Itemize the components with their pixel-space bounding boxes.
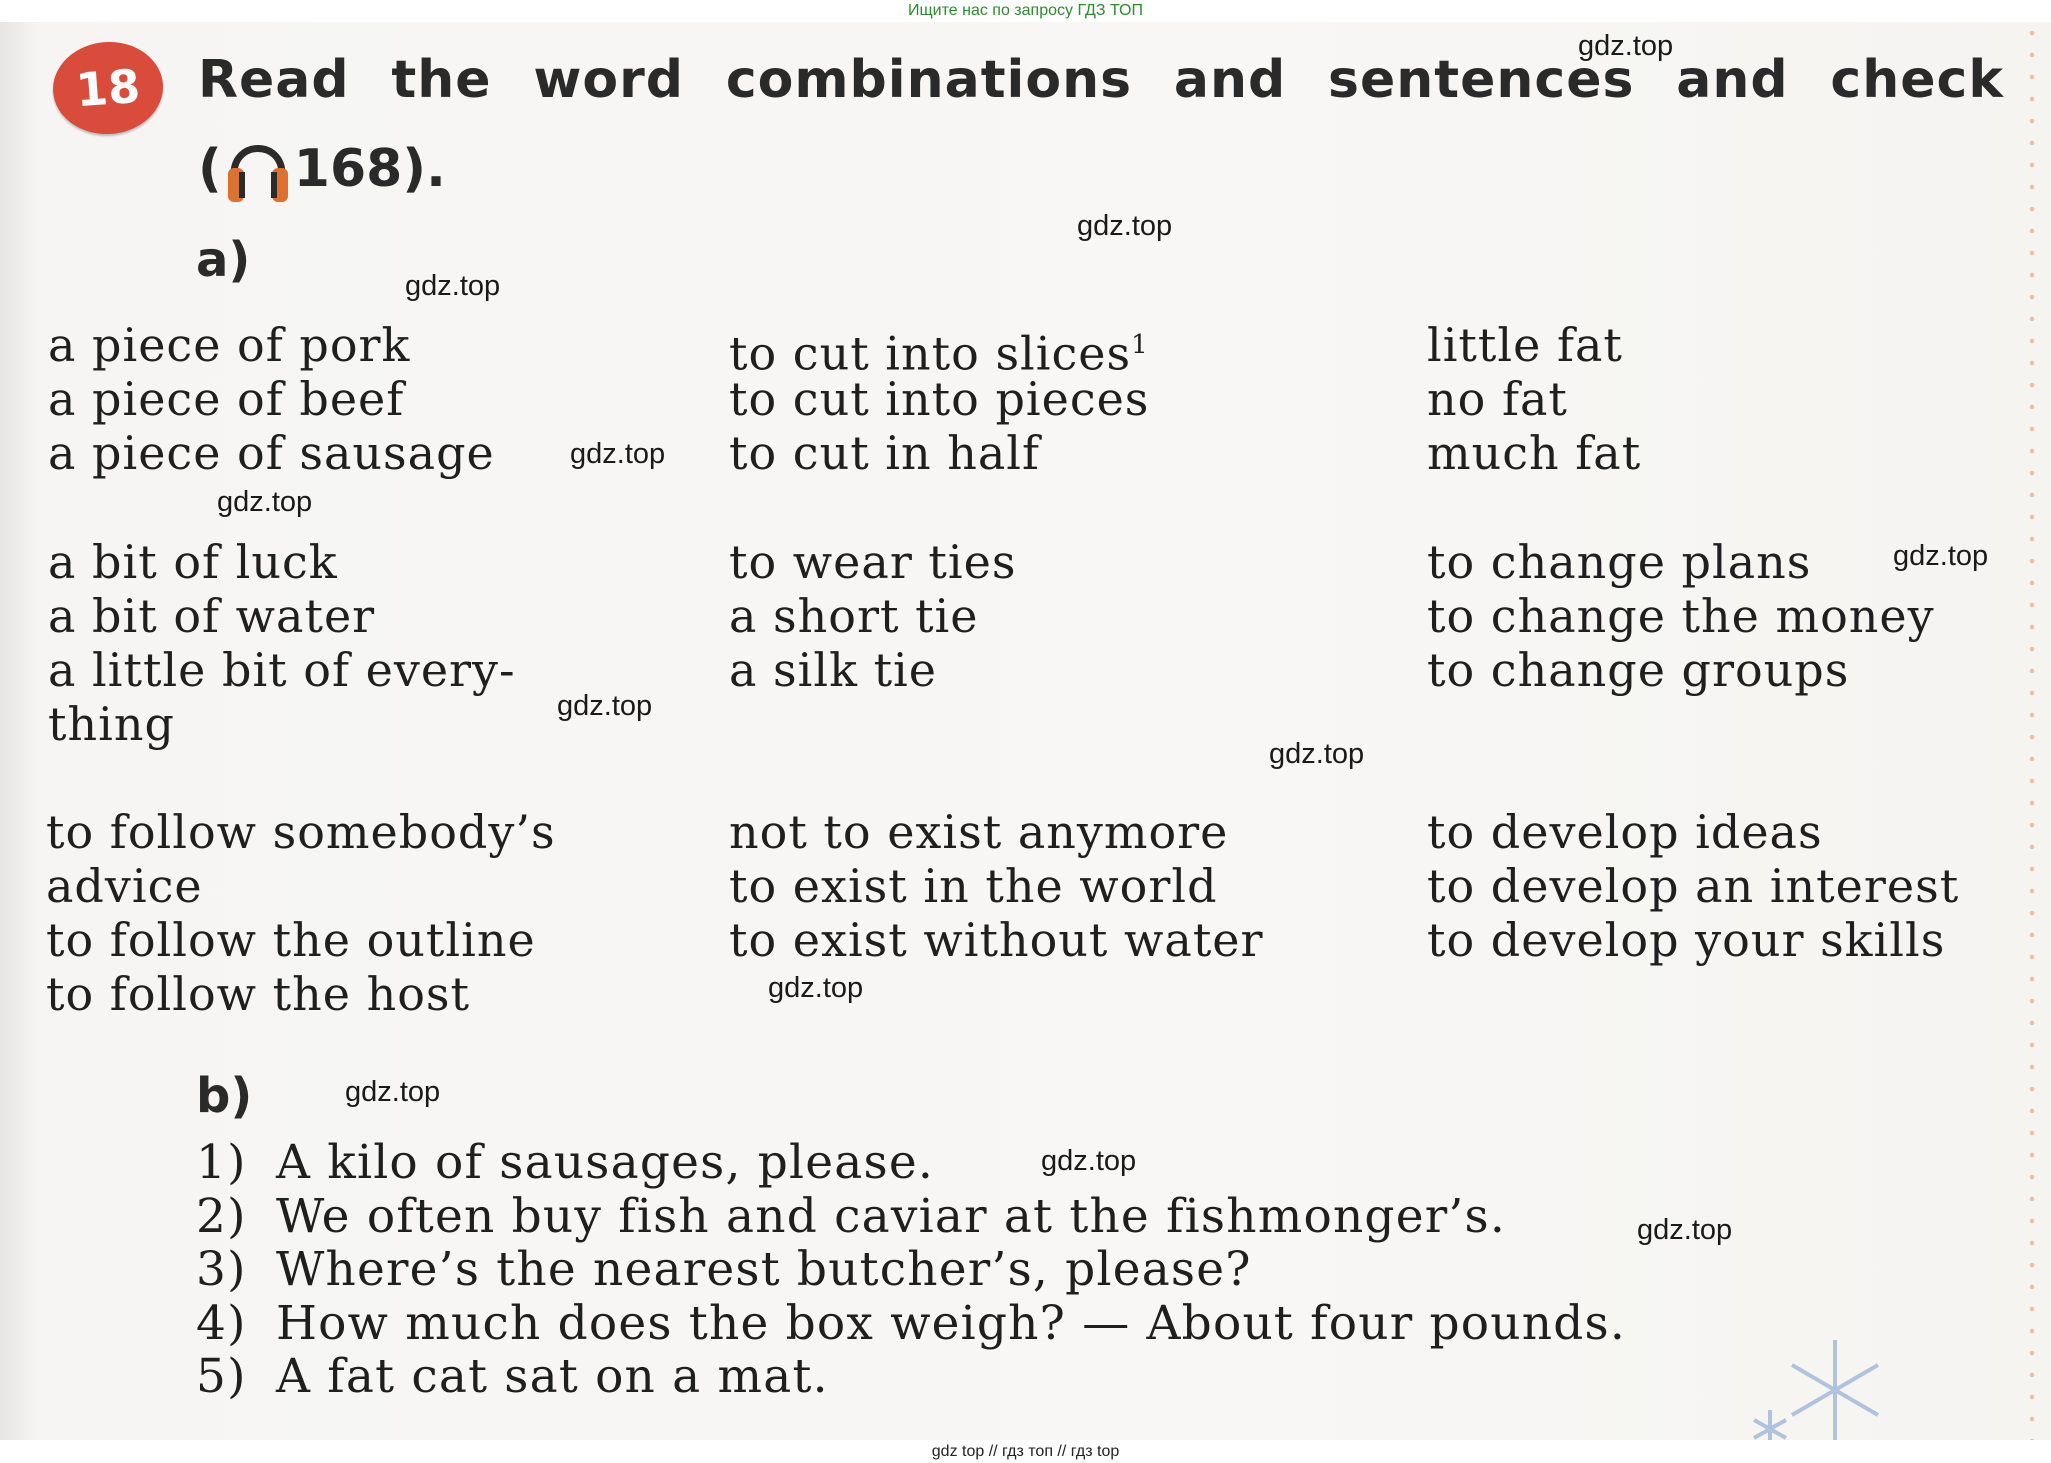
group2-col3 bbox=[1427, 535, 1935, 697]
list-item bbox=[196, 1297, 1626, 1351]
word-combination: to develop ideas bbox=[1427, 805, 1823, 859]
word-combination: to change plans bbox=[1427, 535, 1812, 589]
word-combination: a bit of luck bbox=[48, 535, 338, 589]
word-combination: much fat bbox=[1427, 426, 1642, 480]
word-combination: thing bbox=[48, 697, 175, 751]
exercise-heading bbox=[198, 50, 2004, 110]
list-item bbox=[196, 1350, 1626, 1404]
heading-word: sentences bbox=[1328, 50, 1635, 110]
part-b-label: b) bbox=[196, 1068, 253, 1124]
heading-word: Read bbox=[198, 50, 350, 110]
watermark: gdz.top bbox=[217, 486, 313, 518]
word-combination: not to exist anymore bbox=[729, 805, 1229, 859]
group3-col2 bbox=[729, 805, 1264, 967]
word-combination: to change groups bbox=[1427, 643, 1850, 697]
word-combination: to exist in the world bbox=[729, 859, 1218, 913]
watermark: gdz.top bbox=[345, 1076, 441, 1108]
list-item bbox=[196, 1243, 1626, 1297]
exercise-number-badge: 18 bbox=[50, 38, 166, 137]
watermark: gdz.top bbox=[557, 690, 653, 722]
list-item bbox=[196, 1136, 1626, 1190]
top-banner: Ищите нас по запросу ГДЗ ТОП bbox=[0, 0, 2051, 22]
word-combination: to follow the host bbox=[46, 967, 471, 1021]
word-combination: a little bit of every- bbox=[48, 643, 516, 697]
word-combination: to change the money bbox=[1427, 589, 1935, 643]
watermark: gdz.top bbox=[1637, 1214, 1733, 1246]
list-item bbox=[196, 1190, 1626, 1244]
audio-reference bbox=[198, 128, 446, 210]
word-combination bbox=[729, 318, 1149, 381]
sentence-text: How much does the box weigh? — About four pounds. bbox=[276, 1295, 1626, 1351]
watermark: gdz.top bbox=[405, 270, 501, 302]
headphones-icon bbox=[222, 128, 294, 210]
track-number: 168). bbox=[293, 139, 446, 199]
group3-col1 bbox=[46, 805, 556, 1021]
watermark: gdz.top bbox=[1893, 540, 1989, 572]
watermark: gdz.top bbox=[768, 972, 864, 1004]
word-combination: to follow somebody’s bbox=[46, 805, 556, 859]
heading-word: and bbox=[1676, 50, 1789, 110]
word-combination: a piece of pork bbox=[48, 318, 411, 372]
snowflake-icon bbox=[1740, 1330, 1880, 1450]
word-combination: a bit of water bbox=[48, 589, 376, 643]
group2-col2 bbox=[729, 535, 1016, 697]
page-edge-dots bbox=[2021, 22, 2051, 1440]
word-combination: a piece of sausage bbox=[48, 426, 495, 480]
heading-word: combinations bbox=[725, 50, 1133, 110]
word-combination: a short tie bbox=[729, 589, 979, 643]
sentence-list bbox=[196, 1136, 1626, 1404]
watermark: gdz.top bbox=[1077, 210, 1173, 242]
group2-col1 bbox=[48, 535, 516, 751]
watermark: gdz.top bbox=[1041, 1145, 1137, 1177]
heading-word: check bbox=[1830, 50, 2004, 110]
watermark: gdz.top bbox=[1269, 738, 1365, 770]
word-combination: advice bbox=[46, 859, 203, 913]
watermark: gdz.top bbox=[570, 438, 666, 470]
heading-word: and bbox=[1173, 50, 1287, 110]
item-number: 1) bbox=[196, 1135, 247, 1190]
word-combination: a silk tie bbox=[729, 643, 937, 697]
word-combination: little fat bbox=[1427, 318, 1623, 372]
word-combination: a piece of beef bbox=[48, 372, 405, 426]
item-number: 4) bbox=[196, 1295, 247, 1351]
word-combination-text: to cut into slices bbox=[729, 326, 1132, 381]
part-a-label: a) bbox=[196, 232, 251, 288]
open-paren: ( bbox=[198, 139, 222, 199]
word-combination: to develop an interest bbox=[1427, 859, 1960, 913]
watermark: gdz.top bbox=[1578, 30, 1674, 62]
group3-col3 bbox=[1427, 805, 1959, 967]
group1-col2 bbox=[729, 318, 1149, 480]
item-number: 5) bbox=[196, 1349, 247, 1404]
footnote-marker: 1 bbox=[1131, 330, 1149, 360]
word-combination: to develop your skills bbox=[1427, 913, 1946, 967]
heading-word: the bbox=[391, 50, 492, 110]
group1-col1 bbox=[48, 318, 495, 480]
word-combination: to cut in half bbox=[729, 426, 1041, 480]
sentence-text: We often buy fish and caviar at the fishmonger’s. bbox=[276, 1188, 1506, 1244]
sentence-text: A fat cat sat on a mat. bbox=[276, 1349, 829, 1404]
sentence-text: A kilo of sausages, please. bbox=[276, 1135, 934, 1190]
sentence-text: Where’s the nearest butcher’s, please? bbox=[276, 1242, 1252, 1297]
bottom-banner: gdz top // гдз топ // гдз top bbox=[0, 1440, 2051, 1463]
heading-word: word bbox=[533, 50, 685, 110]
item-number: 3) bbox=[196, 1242, 247, 1297]
word-combination: to cut into pieces bbox=[729, 372, 1150, 426]
word-combination: to wear ties bbox=[729, 535, 1017, 589]
word-combination: no fat bbox=[1427, 372, 1568, 426]
item-number: 2) bbox=[196, 1188, 247, 1244]
word-combination: to exist without water bbox=[729, 913, 1264, 967]
word-combination: to follow the outline bbox=[46, 913, 536, 967]
group1-col3 bbox=[1427, 318, 1641, 480]
